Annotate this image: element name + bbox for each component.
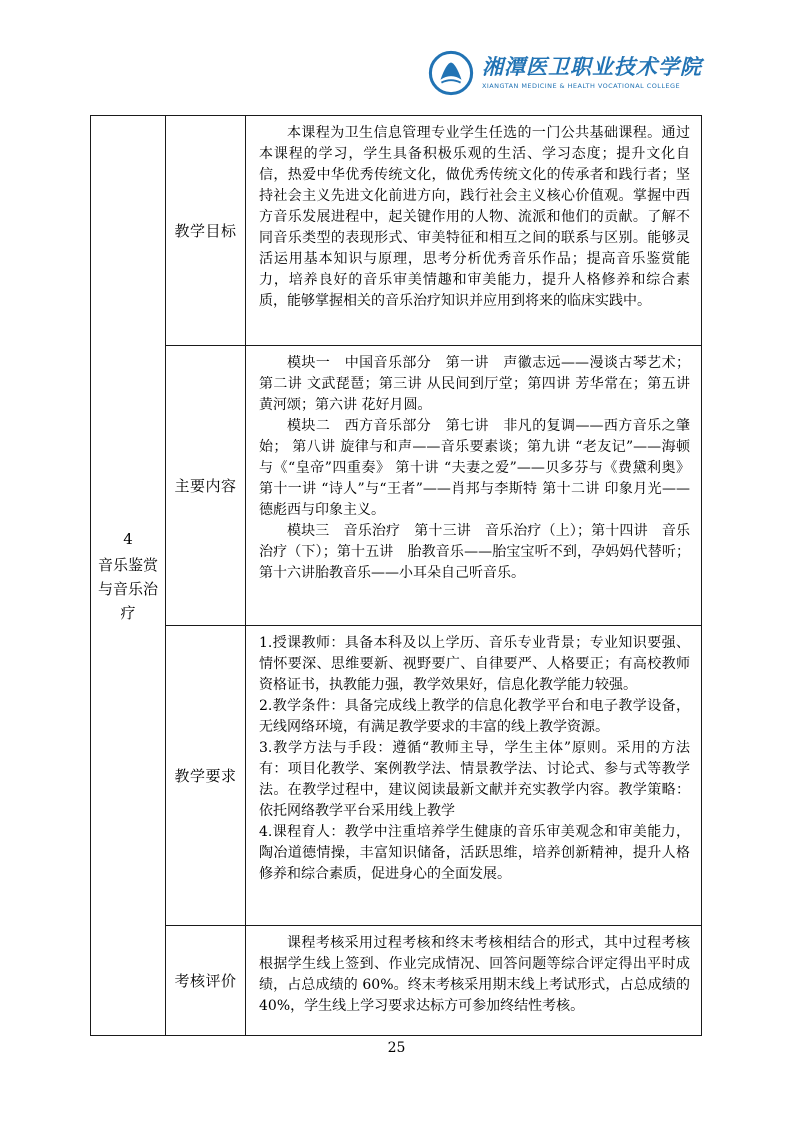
course-number: 4 bbox=[123, 529, 133, 548]
requirement-methods-paragraph: 3.教学方法与手段：遵循“教师主导，学生主体”原则。采用的方法有：项目化教学、案例教学法、情景教学法、讨论式、参与式等教学法。在教学过程中，建议阅读最新文献并充实教学内容。教学策略：依托网络教学平台采用线上教学 bbox=[259, 740, 690, 819]
module-3-paragraph: 模块三 音乐治疗 第十三讲 音乐治疗（上）；第十四讲 音乐治疗（下）；第十五讲 胎教音乐——胎宝宝听不到，孕妈妈代替听；第十六讲胎教音乐——小耳朵自己听音乐。 bbox=[259, 523, 690, 581]
module-2-paragraph: 模块二 西方音乐部分 第七讲 非凡的复调——西方音乐之肇始； 第八讲 旋律与和声——音乐要素谈；第九讲 “老友记”——海顿与《“皇帝”四重奏》 第十讲 “夫妻之爱”——贝多芬与《费黛利奥》 第十一讲 “诗人”与“王者”——肖邦与李斯特 第十二讲 印象月光——德彪西与印象主义。 bbox=[259, 418, 690, 518]
assessment-paragraph: 课程考核采用过程考核和终末考核相结合的形式，其中过程考核根据学生线上签到、作业完成情况、回答问题等综合评定得出平时成绩，占总成绩的 60%。终末考核采用期末线上考试形式，占总成绩的 40%，学生线上学习要求达标方可参加终结性考核。 bbox=[259, 935, 690, 1014]
row-label-main-content: 主要内容 bbox=[166, 346, 246, 626]
course-table bbox=[90, 115, 702, 1036]
course-name: 音乐鉴赏与音乐治疗 bbox=[98, 555, 159, 622]
page-number: 25 bbox=[387, 1040, 406, 1056]
objectives-content bbox=[246, 116, 702, 346]
college-logo bbox=[428, 50, 702, 96]
requirement-education-paragraph: 4.课程育人：教学中注重培养学生健康的音乐审美观念和审美能力，陶冶道德情操，丰富知识储备，活跃思维，培养创新精神，提升人格修养和综合素质，促进身心的全面发展。 bbox=[259, 824, 690, 882]
requirement-teachers-paragraph: 1.授课教师：具备本科及以上学历、音乐专业背景；专业知识要强、情怀要深、思维要新、视野要广、自律要严、人格要正；有高校教师资格证书，执教能力强，教学效果好，信息化教学能力较强。 bbox=[259, 635, 690, 693]
table-row-main-content bbox=[91, 346, 702, 626]
college-name-chinese: 湘潭医卫职业技术学院 bbox=[482, 54, 702, 79]
college-name-block bbox=[482, 56, 702, 90]
module-1-paragraph: 模块一 中国音乐部分 第一讲 声徽志远——漫谈古琴艺术；第二讲 文武琵琶；第三讲 从民间到厅堂；第四讲 芳华常在；第五讲 黄河颂；第六讲 花好月圆。 bbox=[259, 355, 690, 413]
table-row-assessment bbox=[91, 926, 702, 1036]
row-label-objectives: 教学目标 bbox=[166, 116, 246, 346]
course-cell bbox=[91, 116, 166, 1036]
requirements-content bbox=[246, 626, 702, 926]
table-row-objectives bbox=[91, 116, 702, 346]
objectives-paragraph: 本课程为卫生信息管理专业学生任选的一门公共基础课程。通过本课程的学习，学生具备积极乐观的生活、学习态度；提升文化自信，热爱中华优秀传统文化，做优秀传统文化的传承者和践行者；坚持社会主义先进文化前进方向，践行社会主义核心价值观。掌握中西方音乐发展进程中，起关键作用的人物、流派和他们的贡献。了解不同音乐类型的表现形式、审美特征和相互之间的联系与区别。能够灵活运用基本知识与原理，思考分析优秀音乐作品；提高音乐鉴赏能力，培养良好的音乐审美情趣和审美能力，提升人格修养和综合素质，能够掌握相关的音乐治疗知识并应用到将来的临床实践中。 bbox=[259, 125, 690, 309]
row-label-assessment: 考核评价 bbox=[166, 926, 246, 1036]
college-emblem-icon bbox=[428, 50, 474, 96]
assessment-content bbox=[246, 926, 702, 1036]
main-content bbox=[246, 346, 702, 626]
college-name-english: XIANGTAN MEDICINE & HEALTH VOCATIONAL COLLEGE bbox=[482, 82, 681, 91]
table-row-requirements bbox=[91, 626, 702, 926]
row-label-requirements: 教学要求 bbox=[166, 626, 246, 926]
requirement-conditions-paragraph: 2.教学条件：具备完成线上教学的信息化教学平台和电子教学设备，无线网络环境，有满足教学要求的丰富的线上教学资源。 bbox=[259, 698, 690, 735]
